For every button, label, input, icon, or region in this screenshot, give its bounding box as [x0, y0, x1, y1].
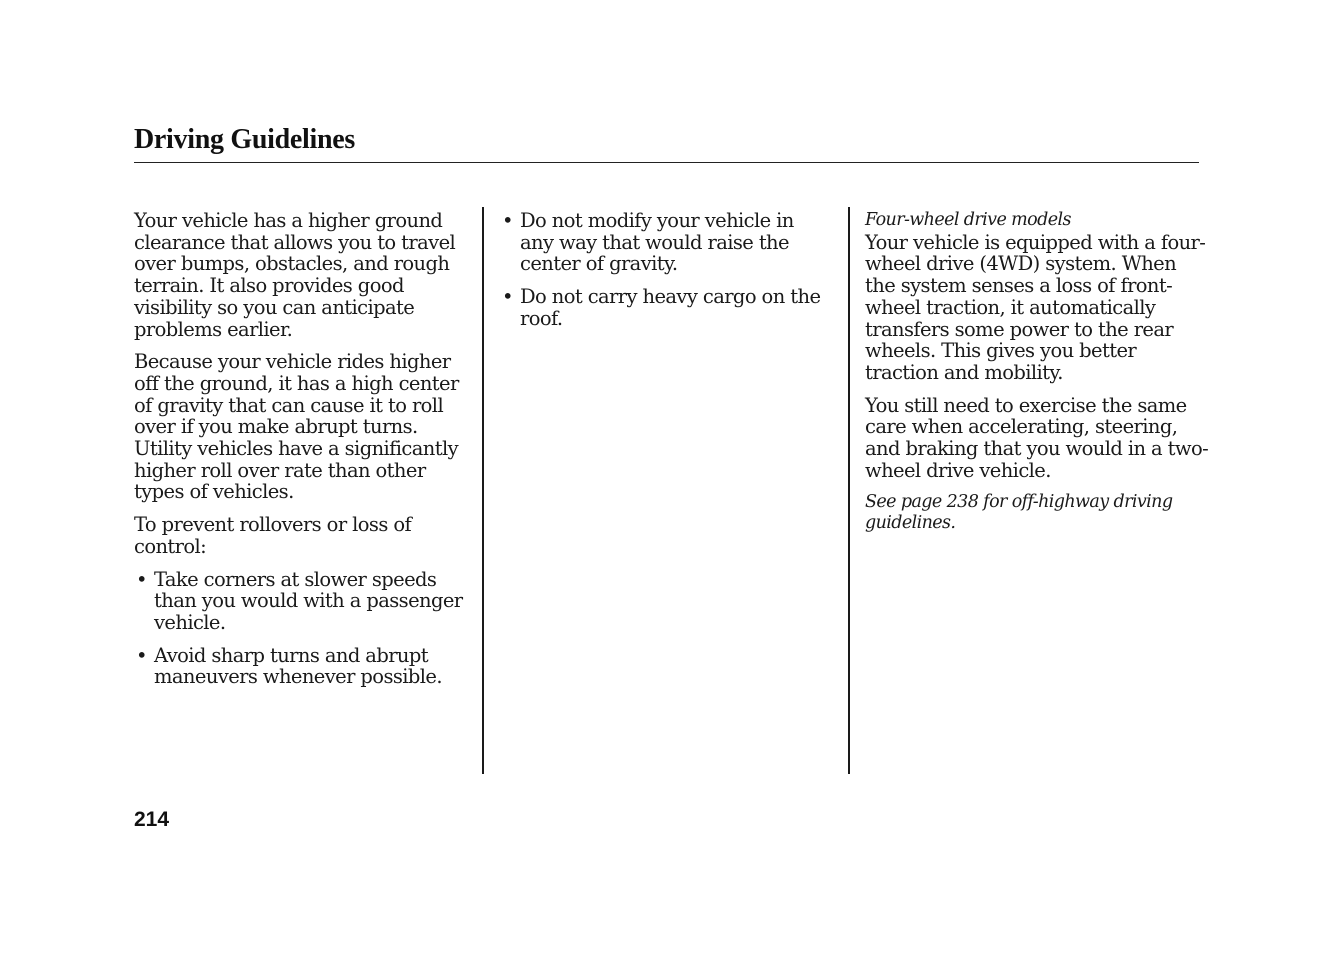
paragraph-center-of-gravity: Because your vehicle rides higher off the ground, it has a high center of gravity that can cause it to roll over if you make abrupt turns. Utility vehicles have a significantly higher roll over rate than other types of vehicles.: [134, 350, 459, 504]
bullet-icon: •: [502, 285, 513, 309]
page-reference: See page 238 for off-highway driving guidelines.: [865, 492, 1173, 534]
bullet-text: Do not modify your vehicle in any way that would raise the center of gravity.: [520, 209, 794, 276]
bullet-icon: •: [502, 209, 513, 232]
column-divider: [482, 207, 484, 774]
paragraph-4wd-system: Your vehicle is equipped with a four-wheel drive (4WD) system. When the system senses a loss of front-wheel traction, it automatically transfers some power to the rear wheels. This gives you better traction and mobility.: [865, 230, 1206, 384]
page-title: Driving Guidelines: [134, 124, 355, 155]
paragraph-exercise-care: You still need to exercise the same care when accelerating, steering, and braking that you would in a two-wheel drive vehicle.: [865, 393, 1209, 482]
column-middle: [500, 210, 832, 341]
column-left: [134, 210, 474, 699]
list-item: [500, 210, 832, 275]
list-item: [134, 645, 474, 688]
bullet-text: Take corners at slower speeds than you would with a passenger vehicle.: [154, 567, 463, 634]
page-number: 214: [134, 808, 170, 831]
column-right: [865, 210, 1210, 534]
bullet-text: Avoid sharp turns and abrupt maneuvers whenever possible.: [154, 643, 442, 689]
section-subheading: Four-wheel drive models: [865, 210, 1071, 230]
list-item: [134, 569, 474, 634]
paragraph-ground-clearance: Your vehicle has a higher ground clearance that allows you to travel over bumps, obstacles, and rough terrain. It also provides good visibility so you can anticipate problems earlier.: [134, 209, 456, 341]
paragraph-prevent-rollovers: To prevent rollovers or loss of control:: [134, 513, 412, 558]
rollover-tips-list: [134, 569, 474, 689]
vehicle-tips-list: [500, 210, 832, 330]
title-rule: [134, 162, 1199, 163]
bullet-icon: •: [136, 567, 147, 591]
bullet-icon: •: [136, 643, 147, 667]
list-item: [500, 286, 832, 329]
column-divider: [848, 207, 850, 774]
bullet-text: Do not carry heavy cargo on the roof.: [520, 285, 821, 330]
